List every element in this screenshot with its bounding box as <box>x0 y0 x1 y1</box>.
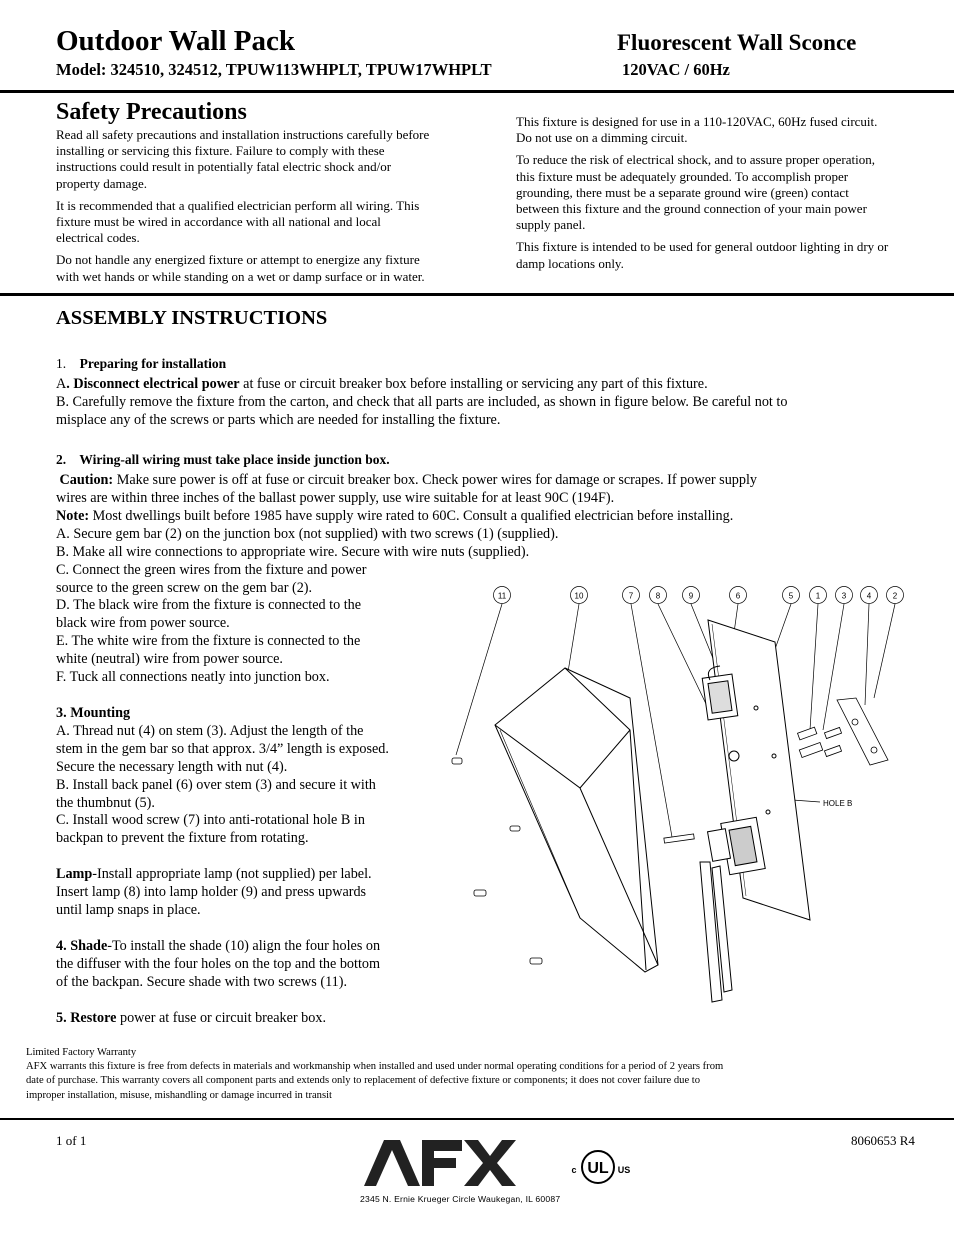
instruction-text: Make sure power is off at fuse or circuit breaker box. Check power wires for damage or scrapes. If power supply <box>113 472 758 488</box>
text-line: installing or servicing this fixture. Failure to comply with these <box>56 143 385 159</box>
callout-bubbles <box>494 587 904 604</box>
instruction-line <box>56 355 226 373</box>
callout-number: 8 <box>655 591 661 601</box>
text-line: Do not use on a dimming circuit. <box>516 130 688 146</box>
safety-paragraph <box>56 127 476 192</box>
instruction-text: black wire from power source. <box>56 615 230 631</box>
text-line: damp locations only. <box>516 255 624 271</box>
instruction-text: 1. <box>56 356 67 371</box>
callout-bubble <box>650 587 667 604</box>
instruction-text: the thumbnut (5). <box>56 795 155 811</box>
callout-bubble <box>730 587 747 604</box>
instruction-line <box>56 704 130 722</box>
instruction-text: D. The black wire from the fixture is connected to the <box>56 597 362 613</box>
instruction-line <box>56 865 372 883</box>
instruction-text: 4. Shade <box>56 938 108 954</box>
callout-number: 3 <box>841 591 847 601</box>
afx-logo <box>360 1136 520 1192</box>
text-line: with wet hands or while standing on a wet or damp surface or in water. <box>56 268 425 284</box>
instruction-text: Insert lamp (8) into lamp holder (9) and press upwards <box>56 884 367 900</box>
instruction-text: 5. Restore <box>56 1010 117 1026</box>
callout-bubble <box>836 587 853 604</box>
instruction-text: misplace any of the screws or parts which are needed for installing the fixture. <box>56 412 501 428</box>
instruction-line <box>56 794 155 812</box>
instruction-text: backpan to prevent the fixture from rotating. <box>56 830 309 846</box>
instruction-text: E. The white wire from the fixture is connected to the <box>56 633 361 649</box>
instruction-text: C. Connect the green wires from the fixture and power <box>56 562 367 578</box>
text-line: Read all safety precautions and installation instructions carefully before <box>56 127 430 142</box>
footer-divider <box>0 1118 954 1120</box>
shade-housing <box>495 668 658 972</box>
safety-divider <box>0 293 954 296</box>
callout-number: 11 <box>497 591 507 601</box>
callout-number: 5 <box>788 591 794 601</box>
us-text: US <box>617 1165 631 1175</box>
instruction-line <box>56 668 330 686</box>
c-text: c <box>571 1165 577 1175</box>
instruction-line <box>56 740 389 758</box>
instruction-line <box>56 375 708 393</box>
back-panel <box>708 620 810 920</box>
instruction-line <box>56 829 309 847</box>
callout-number: 4 <box>866 591 872 601</box>
instruction-text: B. Carefully remove the fixture from the carton, and check that all parts are included, as shown in figure below. Be careful not to <box>56 394 788 410</box>
instruction-text: A <box>56 376 67 392</box>
instruction-line <box>56 489 614 507</box>
instruction-line <box>56 614 230 632</box>
callout-bubble <box>783 587 800 604</box>
instruction-text: C. Install wood screw (7) into anti-rotational hole B in <box>56 812 365 828</box>
warranty-text <box>26 1046 866 1103</box>
instruction-text: 3. Mounting <box>56 705 131 721</box>
instruction-text: . Disconnect electrical power <box>66 376 240 392</box>
instruction-line <box>56 543 529 561</box>
callout-bubble <box>861 587 878 604</box>
instruction-line <box>56 596 361 614</box>
text-line: supply panel. <box>516 217 586 233</box>
warranty-line: AFX warrants this fixture is free from defects in materials and workmanship when installed and used under normal operating conditions for a period of 2 years from <box>26 1061 724 1073</box>
cul-us-certification-mark <box>570 1146 634 1188</box>
instruction-text: B. Install back panel (6) over stem (3) and secure it with <box>56 777 376 793</box>
instruction-line <box>56 901 201 919</box>
instruction-line <box>56 776 376 794</box>
instruction-text: A. Thread nut (4) on stem (3). Adjust the length of the <box>56 723 364 739</box>
instruction-line <box>56 411 500 429</box>
ballast <box>708 817 766 874</box>
lamp-tubes <box>700 862 732 1002</box>
document-title: Outdoor Wall Pack <box>56 25 296 57</box>
instruction-text: Caution: <box>56 472 114 488</box>
text-line: Do not handle any energized fixture or attempt to energize any fixture <box>56 252 420 268</box>
instruction-text: F. Tuck all connections neatly into junction box. <box>56 669 330 685</box>
instruction-line <box>56 632 360 650</box>
text-line: It is recommended that a qualified electrician perform all wiring. This <box>56 197 420 213</box>
company-address: 2345 N. Ernie Krueger Circle Waukegan, IL 60087 <box>360 1194 561 1204</box>
text-line: this fixture must be adequately grounded. To accomplish proper <box>516 168 849 184</box>
safety-paragraph <box>516 152 926 233</box>
model-numbers: Model: 324510, 324512, TPUW113WHPLT, TPUW17WHPLT <box>56 60 492 79</box>
hole-b-label: HOLE B <box>823 799 853 808</box>
document-subtitle: Fluorescent Wall Sconce <box>617 30 857 55</box>
instruction-line <box>56 722 363 740</box>
callout-number: 1 <box>815 591 821 601</box>
callout-number: 6 <box>735 591 741 601</box>
callout-bubble <box>683 587 700 604</box>
instruction-line <box>56 1009 326 1027</box>
instruction-text: Secure the necessary length with nut (4). <box>56 759 288 775</box>
instruction-line <box>56 758 287 776</box>
instruction-line <box>56 937 380 955</box>
text-line: fixture must be wired in accordance with all national and local <box>56 214 381 230</box>
voltage-rating: 120VAC / 60Hz <box>622 60 730 79</box>
instruction-text: A. Secure gem bar (2) on the junction box (not supplied) with two screws (1) (supplied). <box>56 526 559 542</box>
instruction-text: Most dwellings built before 1985 have supply wire rated to 60C. Consult a qualified electrician before installing. <box>89 508 734 524</box>
text-line: To reduce the risk of electrical shock, and to assure proper operation, <box>516 152 875 168</box>
warranty-line: date of purchase. This warranty covers all component parts and extends only to replacement of defective fixture or components; it does not cover failure due to <box>26 1075 701 1087</box>
callout-bubble <box>810 587 827 604</box>
instruction-text: the diffuser with the four holes on the top and the bottom <box>56 956 381 972</box>
instruction-line <box>56 883 366 901</box>
callout-number: 9 <box>688 591 694 601</box>
ul-text: UL <box>587 1160 609 1177</box>
instruction-line <box>56 451 390 469</box>
safety-paragraph <box>516 239 926 271</box>
instruction-line <box>56 579 312 597</box>
instruction-text: B. Make all wire connections to appropriate wire. Secure with wire nuts (supplied). <box>56 544 530 560</box>
instruction-text: power at fuse or circuit breaker box. <box>116 1010 326 1026</box>
text-line: grounding, there must be a separate ground wire (green) contact <box>516 184 849 200</box>
instruction-line <box>56 650 283 668</box>
safety-left-column <box>56 127 476 291</box>
text-line: between this fixture and the ground connection of your main power <box>516 201 867 217</box>
page-number: 1 of 1 <box>56 1133 87 1148</box>
instruction-text: 2. Wiring-all wiring must take place inside junction box. <box>56 452 390 467</box>
document-number: 8060653 R4 <box>851 1133 915 1148</box>
instruction-line <box>56 561 366 579</box>
header-divider <box>0 90 954 93</box>
callout-bubble <box>494 587 511 604</box>
instruction-line <box>56 507 733 525</box>
callout-number: 7 <box>628 591 634 601</box>
instruction-text: source to the green screw on the gem bar (2). <box>56 580 313 596</box>
instruction-text: until lamp snaps in place. <box>56 902 201 918</box>
text-line: This fixture is intended to be used for general outdoor lighting in dry or <box>516 239 889 255</box>
instruction-text: -Install appropriate lamp (not supplied) per label. <box>92 866 372 882</box>
safety-right-column <box>516 114 926 278</box>
instruction-text: Preparing for installation <box>79 356 227 371</box>
instruction-line <box>56 973 347 991</box>
text-line: instructions could result in potentially fatal electric shock and/or <box>56 159 392 175</box>
assembly-heading: ASSEMBLY INSTRUCTIONS <box>56 307 328 329</box>
instruction-line <box>56 811 365 829</box>
text-line: property damage. <box>56 175 147 191</box>
callout-bubble <box>571 587 588 604</box>
callout-number: 2 <box>892 591 898 601</box>
text-line: This fixture is designed for use in a 110-120VAC, 60Hz fused circuit. <box>516 114 878 129</box>
instruction-text: -To install the shade (10) align the four holes on <box>107 938 381 954</box>
safety-paragraph <box>516 114 926 146</box>
warranty-line: improper installation, misuse, mishandling or damage incurred in transit <box>26 1089 332 1101</box>
safety-heading: Safety Precautions <box>56 99 247 125</box>
callout-number: 10 <box>574 591 584 601</box>
instruction-text: Note: <box>56 508 90 524</box>
instruction-text: white (neutral) wire from power source. <box>56 651 283 667</box>
callout-bubble <box>887 587 904 604</box>
instruction-text <box>66 356 80 371</box>
instruction-text: at fuse or circuit breaker box before installing or servicing any part of this fixture. <box>239 376 708 392</box>
instruction-text: of the backpan. Secure shade with two screws (11). <box>56 974 348 990</box>
instruction-line <box>56 525 558 543</box>
instruction-text: wires are within three inches of the ballast power supply, use wire suitable for at least 90C (194F). <box>56 490 615 506</box>
warranty-line: Limited Factory Warranty <box>26 1047 137 1058</box>
instruction-text: Lamp <box>56 866 93 882</box>
exploded-assembly-diagram <box>440 580 920 1010</box>
instruction-text: stem in the gem bar so that approx. 3/4” length is exposed. <box>56 741 389 757</box>
instruction-line <box>56 471 757 489</box>
safety-paragraph <box>56 252 476 284</box>
text-line: electrical codes. <box>56 230 140 246</box>
instruction-line <box>56 955 380 973</box>
safety-paragraph <box>56 198 476 247</box>
callout-bubble <box>623 587 640 604</box>
instruction-line <box>56 393 787 411</box>
